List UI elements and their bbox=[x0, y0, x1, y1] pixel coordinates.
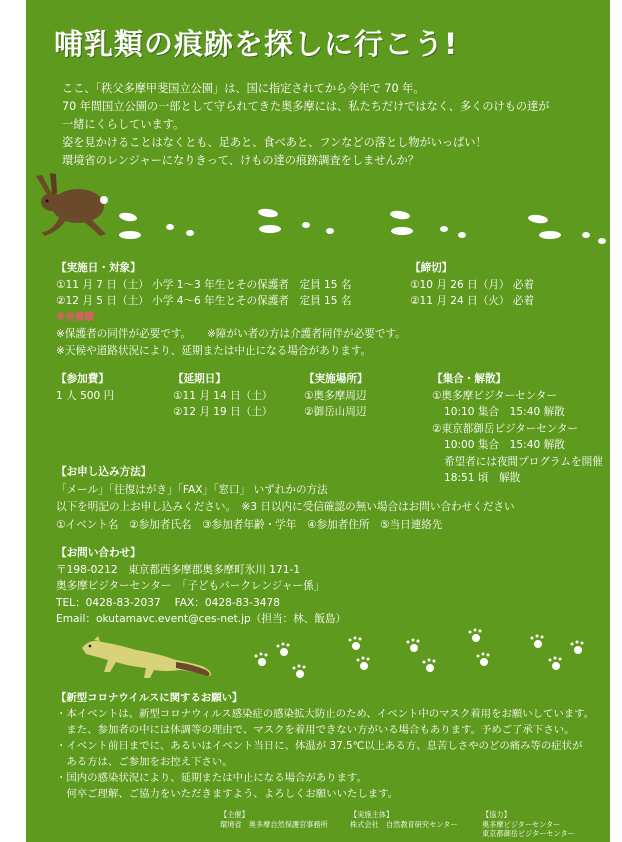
application-line: 以下を明記の上お申し込みください。 ※3 日以内に受信確認の無い場合はお問い合わせください bbox=[56, 501, 515, 513]
cooperation-name: 奥多摩ビジターセンター bbox=[482, 819, 561, 829]
credits-operator bbox=[350, 810, 458, 829]
hare-illustration bbox=[30, 170, 110, 240]
covid-line: ・国内の感染状況により、延期または中止になる場合があります。 bbox=[56, 772, 367, 784]
venue-item: ①奥多摩周辺 bbox=[304, 389, 367, 402]
organizer-name: 環境省 奥多摩自然保護官事務所 bbox=[220, 819, 328, 829]
postpone-item: ②12 月 19 日（土） bbox=[173, 406, 273, 418]
credits-organizer bbox=[220, 810, 328, 829]
schedule-item: ①11 月 7 日（土） 小学 1～3 年生とその保護者 定員 15 名 bbox=[56, 278, 352, 291]
covid-heading: 【新型コロナウイルスに関するお願い】 bbox=[56, 692, 243, 704]
schedule-note: ※保護者の同伴が必要です。 ※障がい者の方は介護者同伴が必要です。 bbox=[56, 328, 406, 340]
meeting-line: ②東京都御岳ビジターセンター bbox=[432, 422, 579, 435]
hare-tracks bbox=[118, 205, 608, 250]
marten-illustration bbox=[76, 632, 216, 682]
contact-phone-fax: TEL：0428-83-2037 FAX：0428-83-3478 bbox=[56, 596, 280, 609]
fee-heading: 【参加費】 bbox=[56, 373, 109, 385]
meeting-line: 18:51 頃 解散 bbox=[444, 472, 521, 484]
first-come-note: ※先着順 bbox=[56, 311, 94, 323]
credits-cooperation bbox=[482, 810, 575, 839]
deadline-item: ①10 月 26 日（月） 必着 bbox=[410, 278, 535, 291]
contact-email: Email：okutamavc.event@ces-net.jp（担当：林、飯島） bbox=[56, 613, 347, 625]
deadline-section bbox=[410, 260, 534, 310]
covid-section bbox=[56, 690, 594, 802]
intro-line: 一緒にくらしています。 bbox=[62, 118, 185, 131]
contact-section bbox=[56, 545, 346, 628]
page-title: 哺乳類の痕跡を探しに行こう! bbox=[54, 27, 459, 61]
venue-item: ②御岳山周辺 bbox=[304, 406, 367, 418]
covid-line: ・本イベントは、新型コロナウィルス感染症の感染拡大防止のため、イベント中のマスク着用をお願いしています。 bbox=[56, 708, 595, 720]
organizer-heading: 【主催】 bbox=[220, 810, 249, 819]
application-section bbox=[56, 464, 515, 534]
schedule-note: ※天候や道路状況により、延期または中止になる場合があります。 bbox=[56, 344, 372, 357]
flyer-page bbox=[26, 0, 610, 842]
intro-line: 70 年間国立公園の一部として守られてきた奥多摩には、私たちだけではなく、多くのけもの達が bbox=[62, 100, 550, 113]
intro-line: ここ、「秩父多摩甲斐国立公園」は、国に指定されてから今年で 70 年。 bbox=[62, 82, 425, 95]
operator-heading: 【実施主体】 bbox=[350, 810, 394, 819]
deadline-heading: 【締切】 bbox=[410, 262, 453, 274]
application-line: 「メール」「往復はがき」「FAX」「窓口」 いずれかの方法 bbox=[56, 483, 328, 496]
meeting-line: ①奥多摩ビジターセンター bbox=[432, 389, 557, 402]
covid-line: 何卒ご理解、ご協力をいただきますよう、よろしくお願いいたします。 bbox=[56, 788, 399, 800]
cooperation-heading: 【協力】 bbox=[482, 810, 511, 819]
deadline-item: ②11 月 24 日（火） 必着 bbox=[410, 295, 535, 307]
contact-heading: 【お問い合わせ】 bbox=[56, 547, 141, 559]
postpone-section bbox=[173, 371, 273, 421]
venue-heading: 【実施場所】 bbox=[304, 373, 368, 385]
postpone-item: ①11 月 14 日（土） bbox=[173, 389, 273, 402]
meeting-line: 希望者には夜間プログラムを開催 bbox=[444, 455, 603, 468]
meeting-line: 10:10 集合 15:40 解散 bbox=[444, 406, 565, 418]
schedule-item: ②12 月 5 日（土） 小学 4～6 年生とその保護者 定員 15 名 bbox=[56, 295, 352, 307]
contact-address: 〒198-0212 東京都西多摩郡奥多摩町氷川 171-1 bbox=[56, 563, 301, 576]
fee-value: 1 人 500 円 bbox=[56, 389, 115, 402]
application-heading: 【お申し込み方法】 bbox=[56, 466, 152, 478]
covid-line: ・イベント前日までに、あるいはイベント当日に、体温が 37.5℃以上ある方、息苦しさやのどの痛み等の症状が bbox=[56, 740, 583, 752]
contact-office: 奥多摩ビジターセンター 「子どもパークレンジャー係」 bbox=[56, 580, 325, 592]
meeting-heading: 【集合・解散】 bbox=[432, 373, 507, 385]
marten-tracks bbox=[252, 622, 592, 692]
schedule-heading: 【実施日・対象】 bbox=[56, 262, 141, 274]
covid-line: また、参加者の中には体調等の理由で、マスクを着用できない方がいる場合もあります。予めご了承下さい。 bbox=[56, 724, 575, 736]
covid-line: ある方は、ご参加をお控え下さい。 bbox=[56, 756, 233, 768]
meeting-line: 10:00 集合 15:40 解散 bbox=[444, 439, 565, 451]
venue-section bbox=[304, 371, 368, 421]
intro-text bbox=[62, 80, 602, 170]
application-line: ①イベント名 ②参加者氏名 ③参加者年齢・学年 ④参加者住所 ⑤当日連絡先 bbox=[56, 518, 443, 531]
fee-section bbox=[56, 371, 114, 404]
cooperation-name: 東京都御岳ビジターセンター bbox=[482, 829, 575, 838]
intro-line: 環境省のレンジャーになりきって、けもの達の痕跡調査をしませんか？ bbox=[62, 154, 419, 167]
postpone-heading: 【延期日】 bbox=[173, 373, 226, 385]
operator-name: 株式会社 自然教育研究センター bbox=[350, 819, 458, 829]
intro-line: 姿を見かけることはなくとも、足あと、食べあと、フンなどの落とし物がいっぱい！ bbox=[62, 136, 487, 149]
schedule-section bbox=[56, 260, 406, 359]
